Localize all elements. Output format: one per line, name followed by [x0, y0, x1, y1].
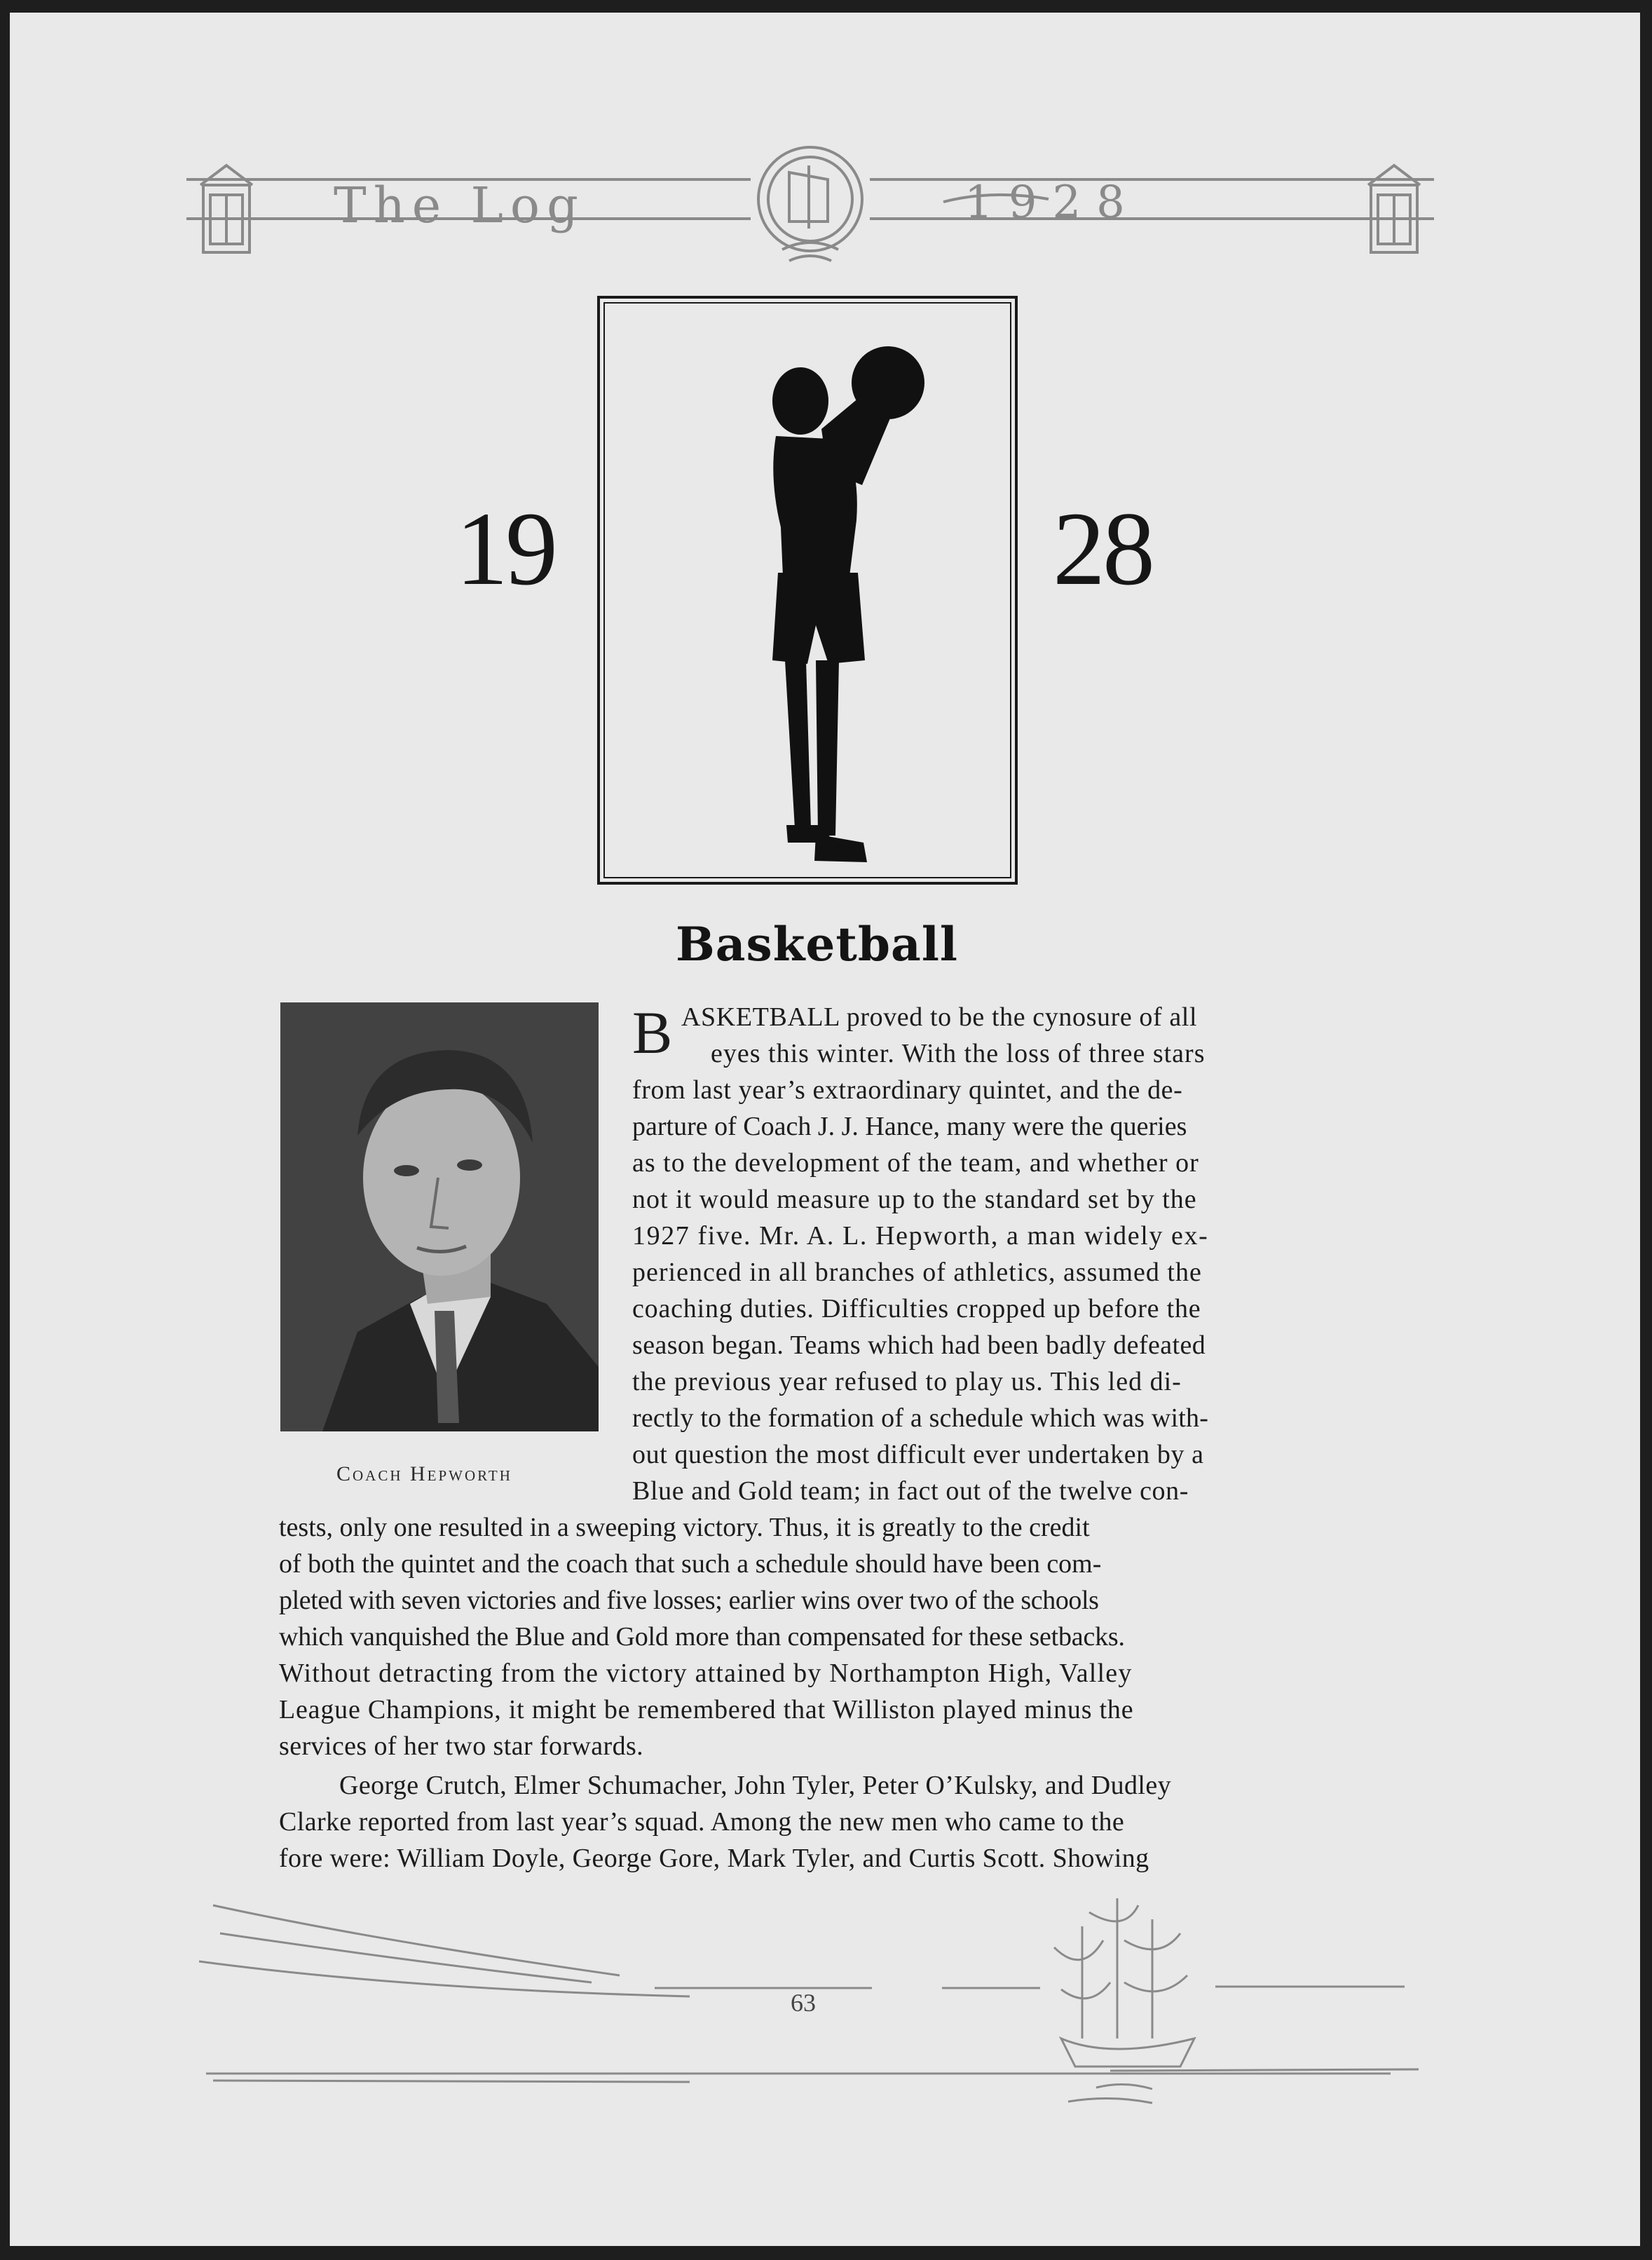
photo-caption: Coach Hepworth	[336, 1462, 512, 1485]
article-line: services of her two star forwards.	[279, 1731, 644, 1761]
article-line: pleted with seven victories and five losses; earlier wins over two of the schools	[279, 1586, 1099, 1615]
coach-portrait-photo	[280, 1002, 599, 1431]
article-line: out question the most difficult ever undertaken by a	[632, 1440, 1204, 1469]
article-line: ASKETBALL proved to be the cynosure of all	[681, 1002, 1198, 1032]
article-line: the previous year refused to play us. This led di-	[632, 1367, 1182, 1396]
drop-cap: B	[632, 999, 673, 1066]
hero-year-left: 19	[456, 491, 555, 607]
article-line: as to the development of the team, and whether or	[632, 1148, 1199, 1178]
article-line: from last year’s extraordinary quintet, and the de-	[632, 1075, 1183, 1105]
basketball-player-silhouette	[597, 296, 1018, 885]
article-line: of both the quintet and the coach that such a schedule should have been com-	[279, 1549, 1102, 1579]
header-year: 1928	[964, 177, 1140, 229]
article-line: fore were: William Doyle, George Gore, Mark Tyler, and Curtis Scott. Showing	[279, 1844, 1149, 1873]
page-number: 63	[791, 1989, 816, 2017]
article-line: coaching duties. Difficulties cropped up before the	[632, 1294, 1201, 1323]
footer-ornament	[199, 1863, 1440, 2116]
section-title: Basketball	[676, 917, 958, 972]
article-line: Blue and Gold team; in fact out of the twelve con-	[632, 1476, 1189, 1506]
yearbook-page	[10, 13, 1640, 2246]
article-line: Without detracting from the victory attained by Northampton High, Valley	[279, 1659, 1133, 1688]
article-line: tests, only one resulted in a sweeping victory. Thus, it is greatly to the credit	[279, 1513, 1090, 1542]
article-line: rectly to the formation of a schedule which was with-	[632, 1403, 1209, 1433]
article-line: 1927 five. Mr. A. L. Hepworth, a man widely ex-	[632, 1221, 1209, 1251]
hero-year-right: 28	[1053, 491, 1152, 607]
article-line: Clarke reported from last year’s squad. Among the new men who came to the	[279, 1807, 1125, 1837]
article-line: not it would measure up to the standard set by the	[632, 1185, 1197, 1214]
page-header	[186, 130, 1434, 278]
article-line: eyes this winter. With the loss of three stars	[711, 1039, 1206, 1068]
article-line: perienced in all branches of athletics, assumed the	[632, 1258, 1202, 1287]
article-line: George Crutch, Elmer Schumacher, John Tyler, Peter O’Kulsky, and Dudley	[339, 1771, 1172, 1800]
header-title: The Log	[334, 177, 585, 234]
article-line: which vanquished the Blue and Gold more than compensated for these setbacks.	[279, 1622, 1125, 1652]
article-line: parture of Coach J. J. Hance, many were the queries	[632, 1112, 1187, 1141]
article-line: League Champions, it might be remembered that Williston played minus the	[279, 1695, 1134, 1724]
article-line: season began. Teams which had been badly defeated	[632, 1330, 1206, 1360]
